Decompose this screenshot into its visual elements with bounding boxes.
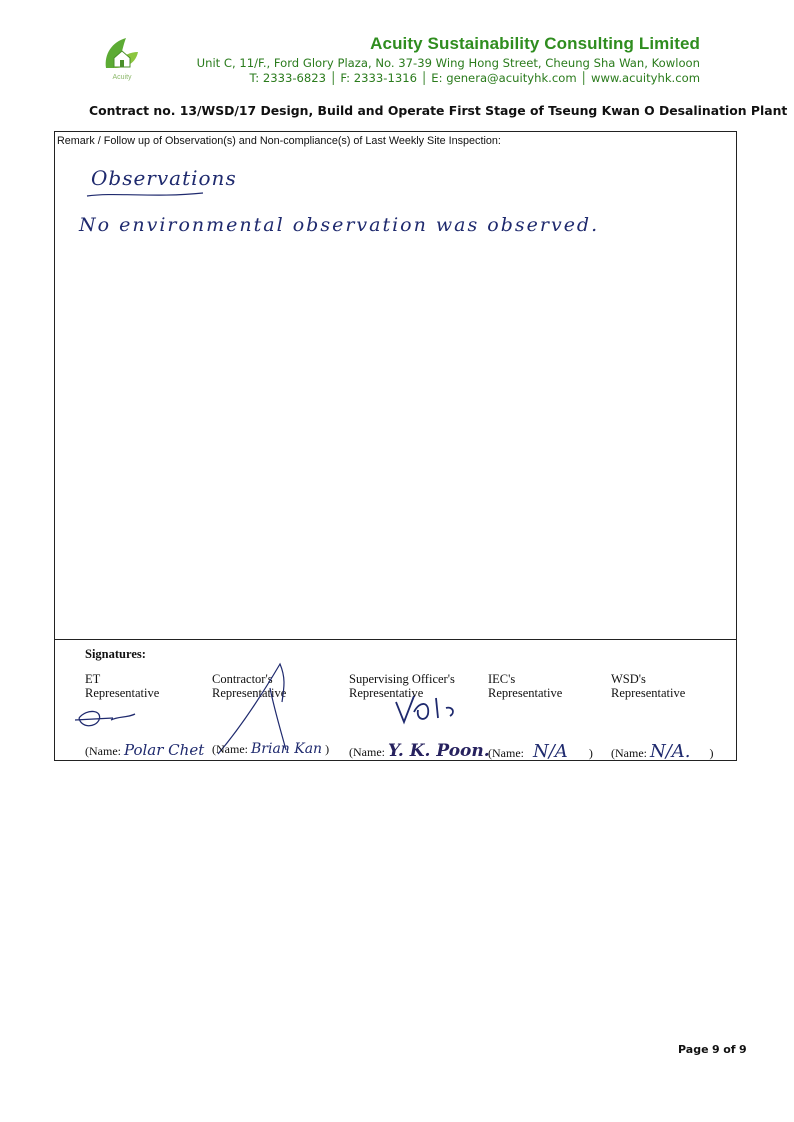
supervising-officer-representative-label: Supervising Officer's Representative [349, 672, 455, 700]
svg-text:Acuity: Acuity [112, 74, 132, 81]
page-number: Page 9 of 9 [678, 1043, 747, 1056]
company-header [197, 34, 700, 85]
inspection-form [54, 131, 737, 761]
et-signature [73, 706, 143, 736]
leaf-house-icon [100, 30, 144, 82]
company-address: Unit C, 11/F., Ford Glory Plaza, No. 37-39 Wing Hong Street, Cheung Sha Wan, Kowloon [196, 56, 700, 70]
signatures-section [55, 639, 736, 761]
company-name: Acuity Sustainability Consulting Limited [370, 34, 700, 53]
company-contact: T: 2333-6823 │ F: 2333-1316 │ E: genera@acuityhk.com │ www.acuityhk.com [249, 71, 700, 85]
wsd-representative-label: WSD's Representative [611, 672, 686, 700]
supervising-officer-name-field: (Name: Y. K. Poon. [349, 741, 490, 761]
et-name-field: (Name: Polar Chet [85, 741, 205, 759]
contractor-name-field: (Name: Brian Kan ) [212, 741, 330, 757]
contractor-name-value: Brian Kan [250, 741, 323, 757]
remark-label: Remark / Follow up of Observation(s) and Non-compliance(s) of Last Weekly Site Inspection: [57, 135, 501, 147]
wsd-name-value: N/A. [649, 741, 691, 762]
supervising-officer-signature [390, 692, 470, 732]
supervising-officer-name-value: Y. K. Poon. [387, 741, 490, 761]
iec-representative-label: IEC's Representative [488, 672, 563, 700]
et-representative-label: ET Representative [85, 672, 160, 700]
contractor-representative-label: Contractor's Representative [212, 672, 287, 700]
et-name-value: Polar Chet [123, 741, 205, 759]
wsd-name-field: (Name: N/A. ) [611, 741, 714, 762]
company-logo [100, 30, 144, 82]
handwritten-observation-text: No environmental observation was observed. [79, 214, 600, 236]
heading-underline [85, 190, 205, 200]
handwritten-heading: Observations [91, 166, 237, 190]
iec-name-value: N/A [532, 741, 568, 762]
signatures-title: Signatures: [85, 647, 146, 661]
contract-title: Contract no. 13/WSD/17 Design, Build and Operate First Stage of Tseung Kwan O Desalination Plant [89, 103, 788, 118]
iec-name-field: (Name: N/A ) [488, 741, 593, 762]
